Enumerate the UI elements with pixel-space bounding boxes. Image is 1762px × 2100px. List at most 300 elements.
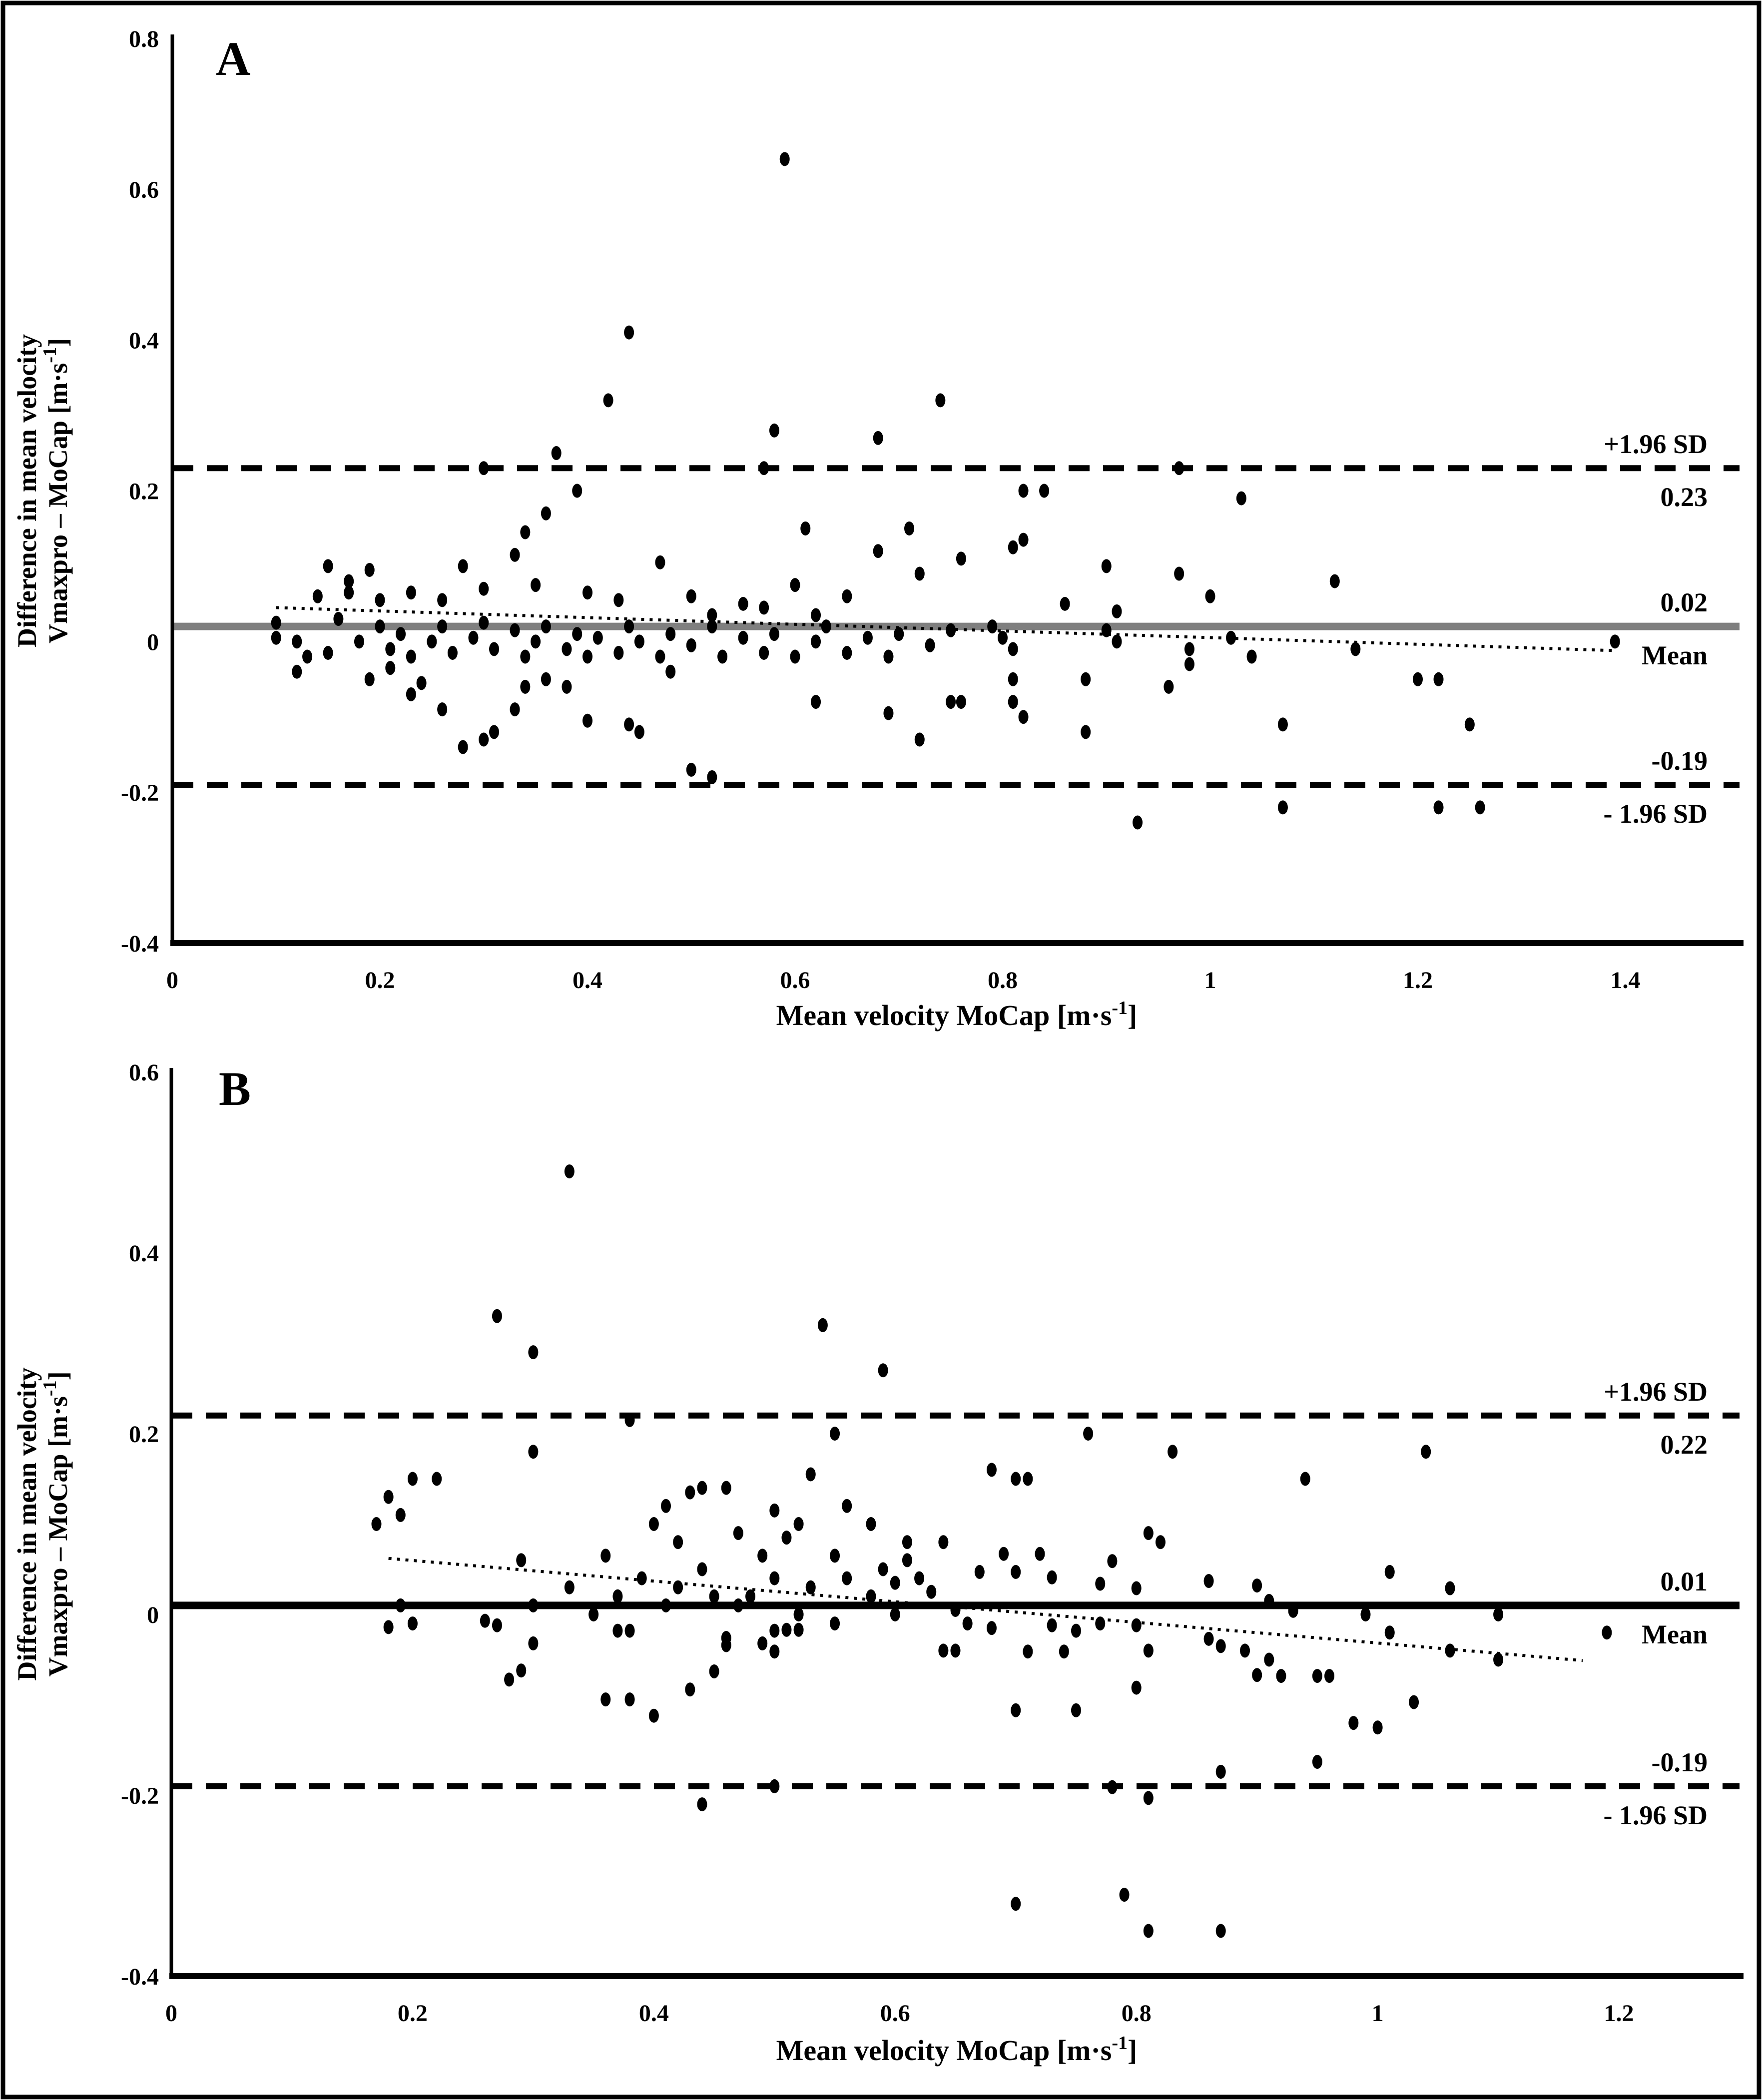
y-tick-label: -0.2 bbox=[121, 1783, 159, 1809]
data-point bbox=[926, 1585, 936, 1599]
data-point bbox=[946, 623, 956, 637]
y-tick-label: 0.4 bbox=[129, 327, 159, 354]
data-point bbox=[417, 676, 427, 690]
data-point bbox=[1204, 1632, 1214, 1646]
data-point bbox=[649, 1709, 659, 1723]
data-point bbox=[344, 585, 354, 599]
data-point bbox=[894, 627, 904, 641]
data-point bbox=[271, 631, 281, 645]
data-point bbox=[489, 725, 499, 739]
data-point bbox=[1035, 1547, 1045, 1561]
y-tick-label: 0 bbox=[147, 629, 159, 656]
data-point bbox=[842, 589, 852, 603]
data-point bbox=[759, 600, 769, 614]
data-point bbox=[624, 619, 634, 633]
data-point bbox=[661, 1499, 671, 1513]
data-point bbox=[781, 1531, 791, 1545]
data-point bbox=[385, 661, 395, 675]
data-point bbox=[697, 1481, 707, 1495]
data-point bbox=[935, 393, 945, 407]
data-point bbox=[780, 152, 790, 166]
x-tick-label: 0 bbox=[165, 2000, 177, 2027]
data-point bbox=[1324, 1669, 1334, 1683]
y-tick-label: 0.6 bbox=[129, 176, 159, 203]
data-point bbox=[717, 650, 727, 664]
y-tick-label: 0 bbox=[147, 1602, 159, 1628]
data-point bbox=[1174, 567, 1184, 581]
data-point bbox=[914, 1572, 924, 1585]
data-point bbox=[878, 1563, 888, 1576]
data-point bbox=[759, 646, 769, 660]
data-point bbox=[769, 1572, 779, 1585]
data-point bbox=[902, 1553, 912, 1567]
y-tick-label: 0.2 bbox=[129, 1421, 159, 1448]
data-point bbox=[1156, 1535, 1166, 1549]
data-point bbox=[365, 563, 375, 577]
y-axis-title-line2: Vmaxpro – MoCap $[m\cdot s^{-1}]$ bbox=[39, 1371, 73, 1677]
data-point bbox=[1216, 1639, 1226, 1653]
data-point bbox=[915, 733, 925, 747]
y-tick-label: -0.4 bbox=[121, 1964, 159, 1990]
y-tick-label: 0.6 bbox=[129, 1059, 159, 1086]
data-point bbox=[1288, 1604, 1298, 1618]
data-point bbox=[1493, 1653, 1503, 1667]
data-point bbox=[951, 1603, 961, 1617]
data-point bbox=[1385, 1625, 1395, 1639]
data-point bbox=[685, 1486, 695, 1500]
data-point bbox=[406, 650, 416, 664]
data-point bbox=[794, 1517, 804, 1531]
data-point bbox=[271, 616, 281, 630]
data-point bbox=[769, 1504, 779, 1518]
data-point bbox=[1240, 1643, 1250, 1657]
data-point bbox=[492, 1618, 502, 1632]
data-point bbox=[613, 646, 623, 660]
data-point bbox=[583, 714, 592, 728]
data-point bbox=[821, 619, 831, 633]
lower_loa-label-above: -0.19 bbox=[1651, 1747, 1708, 1777]
data-point bbox=[1300, 1472, 1310, 1486]
data-point bbox=[673, 1580, 683, 1594]
data-point bbox=[1039, 484, 1049, 498]
data-point bbox=[528, 1445, 538, 1459]
data-point bbox=[1047, 1618, 1057, 1632]
data-point bbox=[902, 1535, 912, 1549]
data-point bbox=[904, 522, 914, 535]
data-point bbox=[541, 507, 551, 521]
data-point bbox=[873, 544, 883, 558]
data-point bbox=[1023, 1644, 1033, 1658]
data-point bbox=[951, 1643, 961, 1657]
data-point bbox=[963, 1616, 973, 1630]
x-tick-label: 0.2 bbox=[365, 967, 395, 994]
data-point bbox=[665, 665, 675, 679]
data-point bbox=[1112, 604, 1122, 618]
data-point bbox=[468, 631, 478, 645]
x-tick-label: 1.2 bbox=[1604, 2000, 1634, 2027]
data-point bbox=[408, 1616, 418, 1630]
data-point bbox=[371, 1517, 381, 1531]
data-point bbox=[1610, 634, 1620, 648]
data-point bbox=[938, 1535, 948, 1549]
data-point bbox=[738, 597, 748, 611]
data-point bbox=[733, 1526, 743, 1540]
data-point bbox=[406, 687, 416, 701]
data-point bbox=[625, 1624, 635, 1638]
data-point bbox=[637, 1572, 647, 1585]
data-point bbox=[883, 706, 893, 720]
data-point bbox=[1174, 461, 1184, 475]
data-point bbox=[624, 717, 634, 731]
data-point bbox=[437, 702, 447, 716]
mean-label-below: Mean bbox=[1642, 1619, 1708, 1649]
data-point bbox=[396, 1598, 406, 1612]
data-point bbox=[738, 631, 748, 645]
data-point bbox=[1132, 1681, 1142, 1695]
data-point bbox=[999, 1547, 1009, 1561]
data-point bbox=[593, 631, 603, 645]
data-point bbox=[375, 593, 385, 607]
data-point bbox=[448, 646, 458, 660]
data-point bbox=[987, 1621, 997, 1635]
data-point bbox=[492, 1309, 502, 1323]
data-point bbox=[385, 642, 395, 656]
data-point bbox=[1312, 1755, 1322, 1769]
data-point bbox=[1144, 1643, 1154, 1657]
data-point bbox=[365, 672, 375, 686]
data-point bbox=[458, 559, 468, 573]
data-point bbox=[987, 619, 997, 633]
data-point bbox=[1011, 1565, 1021, 1579]
data-point bbox=[600, 1692, 610, 1706]
x-tick-label: 0.2 bbox=[397, 2000, 428, 2027]
data-point bbox=[1168, 1445, 1177, 1459]
x-tick-label: 0 bbox=[166, 967, 178, 994]
lower_loa-label-below: - 1.96 SD bbox=[1603, 799, 1708, 829]
data-point bbox=[565, 1580, 575, 1594]
data-point bbox=[624, 326, 634, 340]
data-point bbox=[1133, 816, 1143, 830]
data-point bbox=[634, 725, 644, 739]
data-point bbox=[830, 1427, 840, 1441]
data-point bbox=[1226, 631, 1236, 645]
data-point bbox=[956, 551, 966, 565]
data-point bbox=[769, 1644, 779, 1658]
data-point bbox=[1184, 657, 1194, 671]
lower_loa-label-below: - 1.96 SD bbox=[1603, 1800, 1708, 1830]
data-point bbox=[769, 424, 779, 438]
data-point bbox=[613, 593, 623, 607]
data-point bbox=[541, 672, 551, 686]
data-point bbox=[1011, 1472, 1021, 1486]
data-point bbox=[794, 1607, 804, 1621]
data-point bbox=[1413, 672, 1423, 686]
data-point bbox=[721, 1638, 731, 1652]
data-point bbox=[686, 763, 696, 777]
data-point bbox=[625, 1413, 635, 1427]
y-tick-label: 0.4 bbox=[129, 1240, 159, 1267]
data-point bbox=[661, 1598, 671, 1612]
data-point bbox=[925, 638, 935, 652]
data-point bbox=[562, 642, 572, 656]
data-point bbox=[673, 1535, 683, 1549]
data-point bbox=[1434, 672, 1444, 686]
data-point bbox=[1421, 1445, 1431, 1459]
x-tick-label: 1.2 bbox=[1402, 967, 1433, 994]
data-point bbox=[697, 1797, 707, 1811]
data-point bbox=[528, 1598, 538, 1612]
data-point bbox=[541, 619, 551, 633]
data-point bbox=[1445, 1643, 1455, 1657]
data-point bbox=[1011, 1703, 1021, 1717]
data-point bbox=[1252, 1668, 1262, 1682]
data-point bbox=[938, 1643, 948, 1657]
data-point bbox=[1434, 800, 1444, 814]
data-point bbox=[1276, 1669, 1286, 1683]
data-point bbox=[721, 1481, 731, 1495]
data-point bbox=[510, 702, 520, 716]
data-point bbox=[890, 1576, 900, 1590]
data-point bbox=[649, 1517, 659, 1531]
upper_loa-label-above: +1.96 SD bbox=[1604, 429, 1708, 460]
data-point bbox=[396, 1508, 406, 1522]
upper_loa-label-below: 0.22 bbox=[1660, 1429, 1708, 1460]
data-point bbox=[1184, 642, 1194, 656]
data-point bbox=[437, 593, 447, 607]
data-point bbox=[1019, 484, 1029, 498]
data-point bbox=[987, 1463, 997, 1477]
data-point bbox=[1602, 1625, 1612, 1639]
x-tick-label: 0.4 bbox=[638, 2000, 669, 2027]
data-point bbox=[612, 1624, 622, 1638]
data-point bbox=[781, 1623, 791, 1637]
y-tick-label: 0.2 bbox=[129, 478, 159, 505]
data-point bbox=[603, 393, 613, 407]
data-point bbox=[1247, 650, 1257, 664]
data-point bbox=[562, 680, 572, 694]
data-point bbox=[432, 1472, 442, 1486]
data-point bbox=[1204, 1574, 1214, 1588]
data-point bbox=[531, 634, 541, 648]
data-point bbox=[745, 1589, 755, 1603]
data-point bbox=[583, 650, 592, 664]
data-point bbox=[292, 634, 302, 648]
panel-label: A bbox=[216, 32, 251, 85]
data-point bbox=[520, 650, 530, 664]
data-point bbox=[686, 638, 696, 652]
x-tick-label: 0.6 bbox=[780, 967, 810, 994]
data-point bbox=[323, 559, 333, 573]
mean-label-above: 0.02 bbox=[1660, 587, 1708, 618]
data-point bbox=[1019, 710, 1029, 724]
data-point bbox=[769, 1779, 779, 1793]
data-point bbox=[600, 1549, 610, 1563]
upper_loa-label-below: 0.23 bbox=[1660, 482, 1708, 513]
data-point bbox=[1373, 1720, 1383, 1734]
data-point bbox=[1008, 540, 1018, 554]
data-point bbox=[1164, 680, 1174, 694]
data-point bbox=[1095, 1616, 1105, 1630]
data-point bbox=[1144, 1791, 1154, 1805]
data-point bbox=[1236, 492, 1246, 506]
data-point bbox=[520, 680, 530, 694]
data-point bbox=[1465, 717, 1475, 731]
x-tick-label: 1.4 bbox=[1610, 967, 1641, 994]
x-tick-label: 0.8 bbox=[987, 967, 1018, 994]
data-point bbox=[757, 1549, 767, 1563]
data-point bbox=[769, 1624, 779, 1638]
data-point bbox=[697, 1563, 707, 1576]
data-point bbox=[800, 522, 810, 535]
data-point bbox=[1144, 1924, 1154, 1938]
data-point bbox=[528, 1345, 538, 1359]
data-point bbox=[842, 1499, 852, 1513]
data-point bbox=[998, 631, 1008, 645]
data-point bbox=[1385, 1565, 1395, 1579]
data-point bbox=[612, 1589, 622, 1603]
data-point bbox=[1008, 672, 1018, 686]
data-point bbox=[811, 634, 821, 648]
data-point bbox=[408, 1472, 418, 1486]
x-axis-title: Mean velocity MoCap $[m\cdot s^{-1}]$ bbox=[776, 2033, 1138, 2067]
data-point bbox=[583, 585, 592, 599]
data-point bbox=[811, 608, 821, 622]
data-point bbox=[1348, 1716, 1358, 1730]
data-point bbox=[396, 627, 406, 641]
data-point bbox=[552, 446, 562, 460]
data-point bbox=[479, 616, 489, 630]
data-point bbox=[1008, 642, 1018, 656]
data-point bbox=[520, 525, 530, 539]
data-point bbox=[302, 650, 312, 664]
data-point bbox=[842, 1572, 852, 1585]
data-point bbox=[1081, 725, 1091, 739]
data-point bbox=[1409, 1695, 1419, 1709]
data-point bbox=[516, 1553, 526, 1567]
x-tick-label: 0.4 bbox=[572, 967, 602, 994]
data-point bbox=[1278, 800, 1288, 814]
data-point bbox=[504, 1672, 514, 1686]
data-point bbox=[811, 695, 821, 709]
data-point bbox=[685, 1682, 695, 1696]
data-point bbox=[528, 1636, 538, 1650]
data-point bbox=[709, 1664, 719, 1678]
data-point bbox=[384, 1490, 394, 1504]
y-tick-label: -0.4 bbox=[121, 931, 159, 957]
data-point bbox=[1312, 1669, 1322, 1683]
data-point bbox=[1264, 1653, 1274, 1667]
data-point bbox=[333, 612, 343, 626]
upper_loa-label-above: +1.96 SD bbox=[1604, 1376, 1708, 1407]
data-point bbox=[516, 1663, 526, 1677]
data-point bbox=[1493, 1607, 1503, 1621]
data-point bbox=[510, 548, 520, 562]
data-point bbox=[1107, 1780, 1117, 1794]
data-point bbox=[655, 650, 665, 664]
data-point bbox=[1008, 695, 1018, 709]
data-point bbox=[1360, 1607, 1370, 1621]
data-point bbox=[1023, 1472, 1033, 1486]
data-point bbox=[757, 1636, 767, 1650]
data-point bbox=[354, 634, 364, 648]
data-point bbox=[883, 650, 893, 664]
x-tick-label: 1 bbox=[1371, 2000, 1384, 2027]
data-point bbox=[1120, 1888, 1130, 1902]
data-point bbox=[1144, 1526, 1154, 1540]
data-point bbox=[709, 1589, 719, 1603]
data-point bbox=[1132, 1581, 1142, 1595]
data-point bbox=[1071, 1703, 1081, 1717]
data-point bbox=[878, 1363, 888, 1377]
y-tick-label: -0.2 bbox=[121, 780, 159, 807]
data-point bbox=[479, 582, 489, 596]
figure-border bbox=[3, 3, 1759, 2097]
data-point bbox=[655, 555, 665, 569]
data-point bbox=[733, 1598, 743, 1612]
data-point bbox=[1102, 623, 1112, 637]
y-axis-title-line1: Difference in mean velocity bbox=[12, 1367, 42, 1681]
x-tick-label: 0.8 bbox=[1121, 2000, 1152, 2027]
data-point bbox=[1216, 1924, 1226, 1938]
y-tick-label: 0.8 bbox=[129, 26, 159, 52]
data-point bbox=[458, 740, 468, 754]
data-point bbox=[830, 1616, 840, 1630]
data-point bbox=[375, 619, 385, 633]
data-point bbox=[406, 585, 416, 599]
data-point bbox=[863, 631, 873, 645]
data-point bbox=[1278, 717, 1288, 731]
data-point bbox=[437, 619, 447, 633]
data-point bbox=[956, 695, 966, 709]
data-point bbox=[565, 1164, 575, 1178]
data-point bbox=[830, 1549, 840, 1563]
data-point bbox=[1252, 1578, 1262, 1592]
data-point bbox=[759, 461, 769, 475]
x-axis-title: Mean velocity MoCap $[m\cdot s^{-1}]$ bbox=[776, 998, 1138, 1032]
data-point bbox=[1330, 574, 1340, 588]
data-point bbox=[1083, 1427, 1093, 1441]
data-point bbox=[1350, 642, 1360, 656]
data-point bbox=[915, 567, 925, 581]
data-point bbox=[480, 1614, 490, 1628]
mean-label-above: 0.01 bbox=[1660, 1566, 1708, 1596]
data-point bbox=[1107, 1554, 1117, 1568]
data-point bbox=[790, 650, 800, 664]
panel-label: B bbox=[219, 1062, 251, 1115]
data-point bbox=[313, 589, 323, 603]
data-point bbox=[818, 1318, 828, 1332]
data-point bbox=[1060, 597, 1070, 611]
data-point bbox=[1019, 533, 1029, 547]
y-axis-title-line1: Difference in mean velocity bbox=[12, 334, 42, 648]
data-point bbox=[625, 1692, 635, 1706]
data-point bbox=[686, 589, 696, 603]
data-point bbox=[572, 627, 582, 641]
data-point bbox=[1445, 1581, 1455, 1595]
y-axis-title-line2: Vmaxpro – MoCap $[m\cdot s^{-1}]$ bbox=[39, 338, 73, 644]
data-point bbox=[510, 623, 520, 637]
mean-label-below: Mean bbox=[1642, 640, 1708, 671]
data-point bbox=[489, 642, 499, 656]
data-point bbox=[292, 665, 302, 679]
data-point bbox=[1047, 1571, 1057, 1584]
data-point bbox=[1205, 589, 1215, 603]
data-point bbox=[866, 1589, 876, 1603]
data-point bbox=[1102, 559, 1112, 573]
data-point bbox=[769, 627, 779, 641]
data-point bbox=[1081, 672, 1091, 686]
x-tick-label: 0.6 bbox=[880, 2000, 910, 2027]
